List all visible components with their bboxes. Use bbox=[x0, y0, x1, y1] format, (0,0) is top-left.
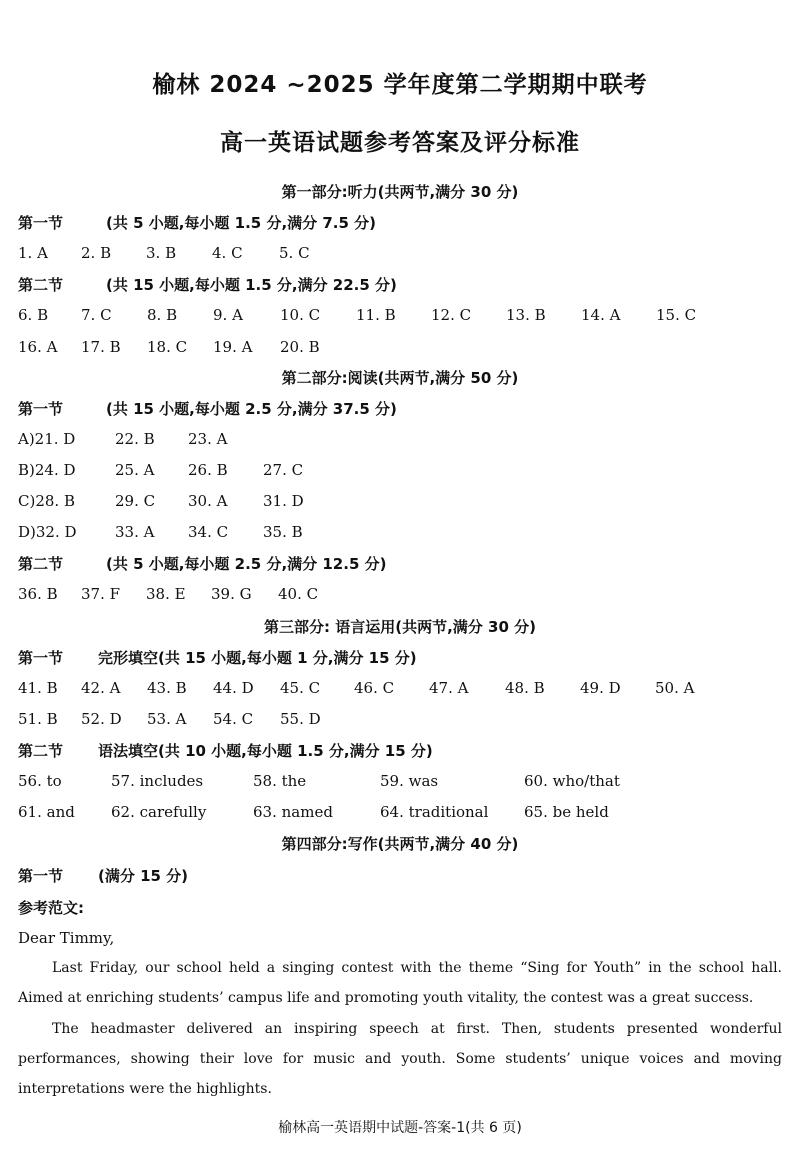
answer-row bbox=[18, 338, 798, 358]
answer-item: 52. D bbox=[81, 710, 122, 728]
answer-item: 6. B bbox=[18, 306, 49, 324]
sample-essay-label: 参考范文: bbox=[18, 899, 84, 917]
section-name: 第一节 bbox=[18, 649, 64, 667]
section-heading bbox=[18, 865, 188, 886]
answer-row bbox=[18, 430, 798, 450]
answer-row bbox=[18, 585, 798, 605]
answer-item: 42. A bbox=[81, 679, 121, 697]
section-name: 第一节 bbox=[18, 867, 64, 885]
section-desc: 语法填空(共 10 小题,每小题 1.5 分,满分 15 分) bbox=[98, 742, 433, 760]
answer-item: 41. B bbox=[18, 679, 58, 697]
answer-row bbox=[18, 244, 798, 264]
section-name: 第一节 bbox=[18, 214, 64, 232]
essay-paragraph bbox=[18, 1014, 782, 1104]
answer-item: 60. who/that bbox=[524, 772, 620, 790]
answer-item: 13. B bbox=[506, 306, 546, 324]
answer-item: 14. A bbox=[581, 306, 621, 324]
section-desc: (共 5 小题,每小题 2.5 分,满分 12.5 分) bbox=[106, 555, 387, 573]
answer-item: 10. C bbox=[280, 306, 321, 324]
answer-item: 63. named bbox=[253, 803, 333, 821]
section-heading bbox=[18, 647, 417, 668]
answer-item: 33. A bbox=[115, 523, 155, 541]
answer-row bbox=[18, 523, 798, 543]
answer-item: 55. D bbox=[280, 710, 321, 728]
answer-item: 16. A bbox=[18, 338, 58, 356]
answer-item: 43. B bbox=[147, 679, 187, 697]
page-subtitle: 高一英语试题参考答案及评分标准 bbox=[220, 130, 580, 156]
section-heading bbox=[18, 398, 397, 419]
answer-item: 15. C bbox=[656, 306, 697, 324]
section-name: 第二节 bbox=[18, 276, 64, 294]
section-name: 第二节 bbox=[18, 742, 64, 760]
answer-item: 40. C bbox=[278, 585, 319, 603]
essay-paragraph-text: The headmaster delivered an inspiring speech at first. Then, students presented wonderful performances, showing their love for music and youth. Some students’ unique voices and moving interpretations were the highlights. bbox=[18, 1021, 782, 1097]
answer-item: 47. A bbox=[429, 679, 469, 697]
essay-paragraph bbox=[18, 953, 782, 1013]
answer-item: 19. A bbox=[213, 338, 253, 356]
answer-item: 2. B bbox=[81, 244, 112, 262]
answer-item: 48. B bbox=[505, 679, 545, 697]
answer-item: 1. A bbox=[18, 244, 48, 262]
answer-row bbox=[18, 461, 798, 481]
answer-item: 27. C bbox=[263, 461, 304, 479]
answer-item: 22. B bbox=[115, 430, 155, 448]
section-name: 第一节 bbox=[18, 400, 64, 418]
answer-item: 25. A bbox=[115, 461, 155, 479]
answer-row bbox=[18, 679, 798, 699]
answer-item: 11. B bbox=[356, 306, 396, 324]
section-heading bbox=[18, 740, 433, 761]
section-desc: (共 15 小题,每小题 1.5 分,满分 22.5 分) bbox=[106, 276, 397, 294]
answer-item: 44. D bbox=[213, 679, 254, 697]
answer-item: D)32. D bbox=[18, 523, 77, 541]
essay-salutation: Dear Timmy, bbox=[18, 929, 115, 947]
answer-row bbox=[18, 492, 798, 512]
answer-item: 34. C bbox=[188, 523, 229, 541]
answer-item: 31. D bbox=[263, 492, 304, 510]
section-desc: (共 5 小题,每小题 1.5 分,满分 7.5 分) bbox=[106, 214, 377, 232]
answer-item: B)24. D bbox=[18, 461, 76, 479]
answer-item: 65. be held bbox=[524, 803, 609, 821]
answer-item: 46. C bbox=[354, 679, 395, 697]
answer-item: 26. B bbox=[188, 461, 228, 479]
answer-item: C)28. B bbox=[18, 492, 75, 510]
answer-item: 12. C bbox=[431, 306, 472, 324]
answer-item: 37. F bbox=[81, 585, 121, 603]
page-footer: 榆林高一英语期中试题-答案-1(共 6 页) bbox=[278, 1120, 522, 1136]
answer-item: 39. G bbox=[211, 585, 252, 603]
answer-row bbox=[18, 710, 798, 730]
answer-item: 62. carefully bbox=[111, 803, 207, 821]
page-title: 榆林 2024 ~2025 学年度第二学期期中联考 bbox=[152, 72, 648, 98]
section-name: 第二节 bbox=[18, 555, 64, 573]
answer-item: 35. B bbox=[263, 523, 303, 541]
answer-item: 54. C bbox=[213, 710, 254, 728]
answer-item: 59. was bbox=[380, 772, 439, 790]
answer-item: 20. B bbox=[280, 338, 320, 356]
answer-item: 53. A bbox=[147, 710, 187, 728]
answer-item: 7. C bbox=[81, 306, 112, 324]
answer-item: 3. B bbox=[146, 244, 177, 262]
answer-row bbox=[18, 772, 798, 792]
part-heading-reading: 第二部分:阅读(共两节,满分 50 分) bbox=[281, 369, 519, 387]
section-desc: 完形填空(共 15 小题,每小题 1 分,满分 15 分) bbox=[98, 649, 417, 667]
answer-item: 18. C bbox=[147, 338, 188, 356]
answer-item: 61. and bbox=[18, 803, 75, 821]
section-heading bbox=[18, 274, 397, 295]
answer-item: 23. A bbox=[188, 430, 228, 448]
answer-item: 50. A bbox=[655, 679, 695, 697]
answer-item: 57. includes bbox=[111, 772, 204, 790]
answer-item: 36. B bbox=[18, 585, 58, 603]
part-heading-writing: 第四部分:写作(共两节,满分 40 分) bbox=[281, 835, 519, 853]
answer-item: 9. A bbox=[213, 306, 243, 324]
answer-item: 38. E bbox=[146, 585, 186, 603]
answer-item: 58. the bbox=[253, 772, 307, 790]
answer-item: 64. traditional bbox=[380, 803, 489, 821]
answer-item: A)21. D bbox=[18, 430, 76, 448]
answer-row bbox=[18, 306, 798, 326]
section-desc: (满分 15 分) bbox=[98, 867, 189, 885]
section-desc: (共 15 小题,每小题 2.5 分,满分 37.5 分) bbox=[106, 400, 397, 418]
answer-row bbox=[18, 803, 798, 823]
part-heading-language: 第三部分: 语言运用(共两节,满分 30 分) bbox=[264, 618, 536, 636]
answer-item: 4. C bbox=[212, 244, 243, 262]
answer-item: 51. B bbox=[18, 710, 58, 728]
answer-item: 56. to bbox=[18, 772, 62, 790]
section-heading bbox=[18, 553, 386, 574]
answer-item: 8. B bbox=[147, 306, 178, 324]
answer-item: 45. C bbox=[280, 679, 321, 697]
answer-item: 29. C bbox=[115, 492, 156, 510]
answer-item: 49. D bbox=[580, 679, 621, 697]
answer-item: 5. C bbox=[279, 244, 310, 262]
answer-item: 30. A bbox=[188, 492, 228, 510]
part-heading-listening: 第一部分:听力(共两节,满分 30 分) bbox=[281, 183, 519, 201]
answer-item: 17. B bbox=[81, 338, 121, 356]
essay-paragraph-text: Last Friday, our school held a singing contest with the theme “Sing for Youth” in the school hall. Aimed at enriching students’ campus life and promoting youth vitality, the contest was a great success. bbox=[18, 960, 782, 1006]
section-heading bbox=[18, 212, 376, 233]
